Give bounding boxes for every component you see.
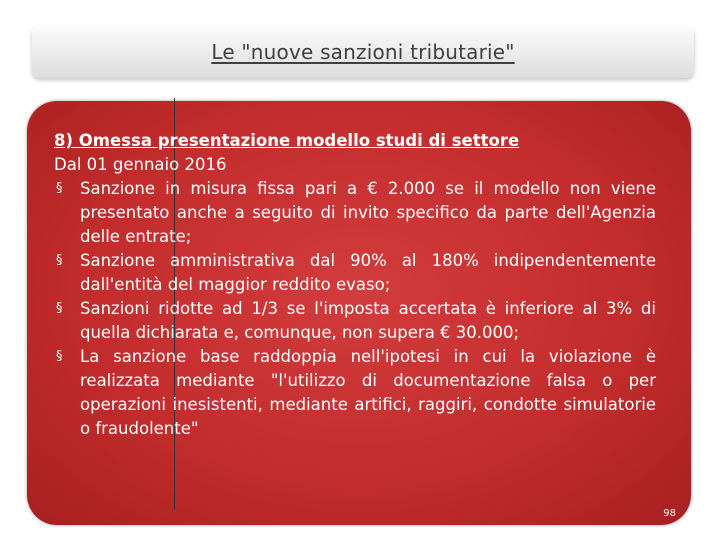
list-item	[54, 177, 656, 249]
page-number: 98	[663, 508, 676, 519]
bullet-text: La sanzione base raddoppia nell'ipotesi in cui la violazione è realizzata mediante "l'utilizzo di documentazione falsa o per operazioni inesistenti, mediante artifici, raggiri, condotte simulatorie o fraudolente"	[80, 347, 656, 438]
list-item	[54, 345, 656, 441]
square-bullet-icon: §	[56, 181, 63, 196]
section-heading: 8) Omessa presentazione modello studi di settore	[54, 131, 520, 150]
bullet-text: Sanzioni ridotte ad 1/3 se l'imposta accertata è inferiore al 3% di quella dichiarata e, comunque, non supera € 30.000;	[80, 299, 656, 342]
bullet-list	[54, 177, 656, 441]
bullet-text: Sanzione in misura fissa pari a € 2.000 se il modello non viene presentato anche a seguito di invito specifico da parte dell'Agenzia delle entrate;	[80, 179, 656, 246]
title-bar	[32, 26, 694, 78]
bullet-text: Sanzione amministrativa dal 90% al 180% indipendentemente dall'entità del maggior reddito evaso;	[80, 251, 656, 294]
content-body	[54, 129, 656, 441]
square-bullet-icon: §	[56, 253, 63, 268]
square-bullet-icon: §	[56, 301, 63, 316]
list-item	[54, 249, 656, 297]
list-item	[54, 297, 656, 345]
slide-title: Le "nuove sanzioni tributarie"	[211, 40, 515, 64]
square-bullet-icon: §	[56, 349, 63, 364]
section-subheading: Dal 01 gennaio 2016	[54, 155, 227, 174]
